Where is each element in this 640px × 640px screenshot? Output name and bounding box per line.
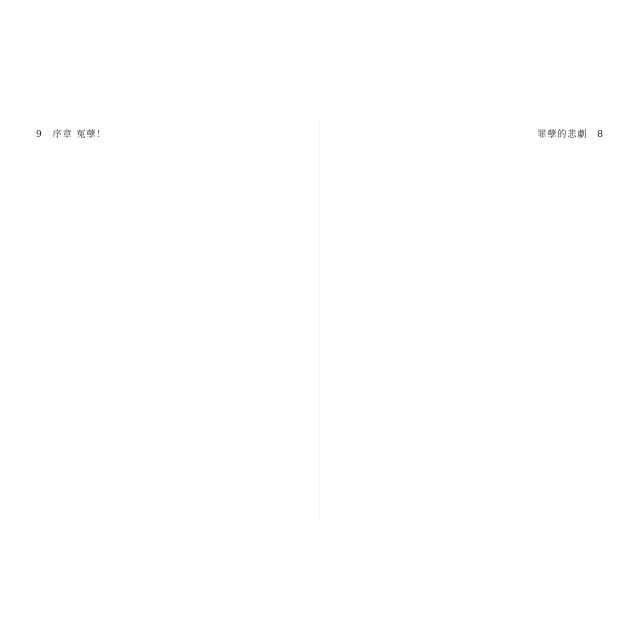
left-page <box>30 128 312 512</box>
right-body-text <box>328 150 610 512</box>
left-page-number: 9 <box>36 130 43 140</box>
page-gutter <box>319 118 320 522</box>
right-page-number: 8 <box>597 130 604 140</box>
left-running-head <box>30 128 106 142</box>
left-body-text <box>30 150 312 512</box>
right-page <box>328 128 610 512</box>
left-running-title: 序章 冤孽！ <box>52 130 107 140</box>
right-running-head <box>537 128 610 142</box>
right-running-title: 罪孽的悲劇 <box>537 130 588 140</box>
